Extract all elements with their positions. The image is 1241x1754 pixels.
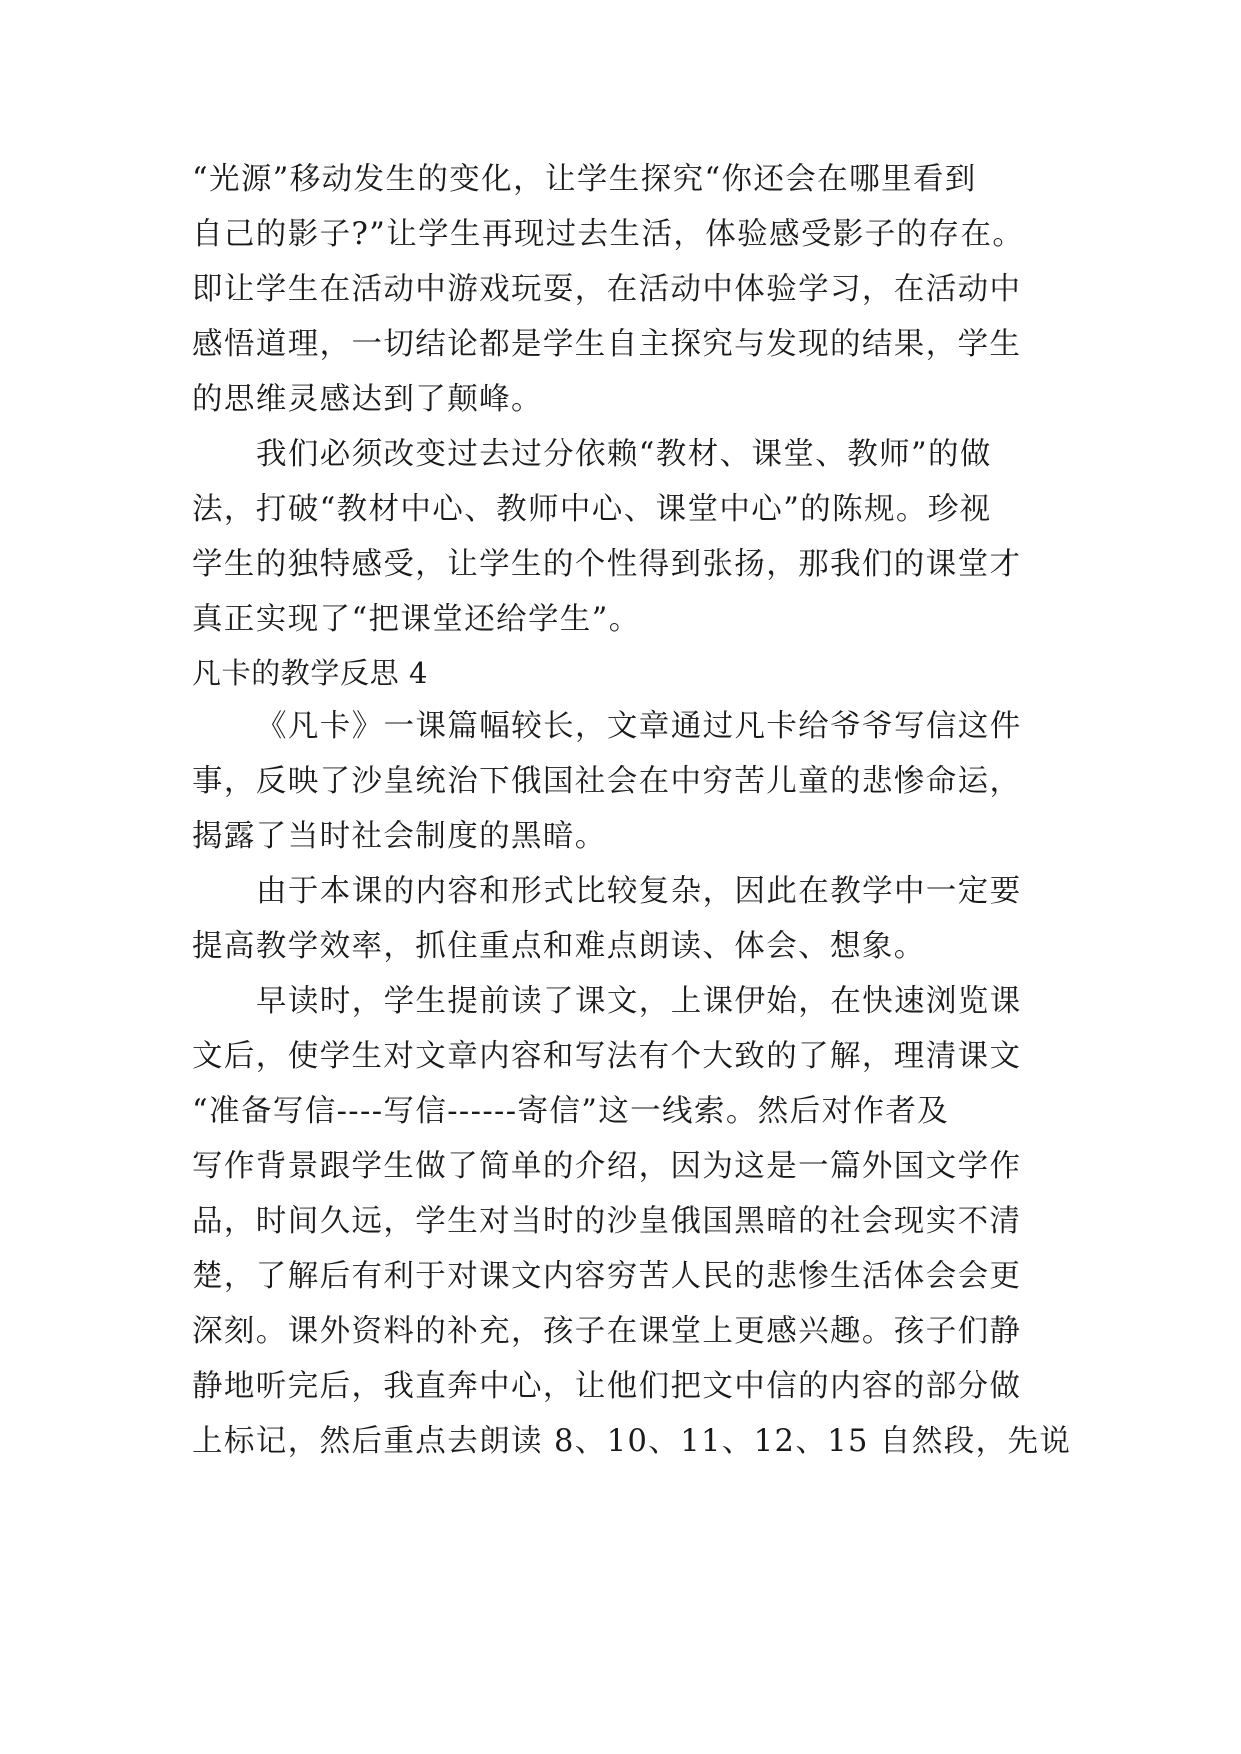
body-line: “准备写信----写信------寄信”这一线索。然后对作者及 [192,1094,950,1129]
paragraph-start-line: 我们必须改变过去过分依赖“教材、课堂、教师”的做 [256,437,992,472]
section-heading: 凡卡的教学反思 4 [192,656,429,690]
paragraph-start-line: 早读时，学生提前读了课文，上课伊始，在快速浏览课 [256,984,1022,1019]
body-line: 学生的独特感受，让学生的个性得到张扬，那我们的课堂才 [192,547,1022,582]
body-line: 静地听完后，我直奔中心，让他们把文中信的内容的部分做 [192,1369,1022,1404]
body-line: 品，时间久远，学生对当时的沙皇俄国黑暗的社会现实不清 [192,1204,1022,1239]
body-line: 揭露了当时社会制度的黑暗。 [192,819,607,854]
body-line: 上标记，然后重点去朗读 8、10、11、12、15 自然段，先说 [192,1424,1072,1459]
body-line: 感悟道理，一切结论都是学生自主探究与发现的结果，学生 [192,327,1022,362]
body-line: 即让学生在活动中游戏玩耍，在活动中体验学习，在活动中 [192,272,1022,307]
body-line: “光源”移动发生的变化，让学生探究“你还会在哪里看到 [192,162,977,197]
body-line: 提高教学效率，抓住重点和难点朗读、体会、想象。 [192,929,926,964]
paragraph-start-line: 《凡卡》一课篇幅较长，文章通过凡卡给爷爷写信这件 [256,709,1022,744]
body-line: 文后，使学生对文章内容和写法有个大致的了解，理清课文 [192,1039,1022,1074]
body-line: 自己的影子?”让学生再现过去生活，体验感受影子的存在。 [192,217,1025,252]
body-line: 写作背景跟学生做了简单的介绍，因为这是一篇外国文学作 [192,1149,1022,1184]
body-line: 深刻。课外资料的补充，孩子在课堂上更感兴趣。孩子们静 [192,1314,1022,1349]
body-line: 的思维灵感达到了颠峰。 [192,382,543,417]
body-line: 法，打破“教材中心、教师中心、课堂中心”的陈规。珍视 [192,492,992,527]
body-line: 楚，了解后有利于对课文内容穷苦人民的悲惨生活体会会更 [192,1259,1022,1294]
body-line: 事，反映了沙皇统治下俄国社会在中穷苦儿童的悲惨命运， [192,764,1022,799]
body-line: 真正实现了“把课堂还给学生”。 [192,602,641,637]
paragraph-start-line: 由于本课的内容和形式比较复杂，因此在教学中一定要 [256,874,1022,909]
